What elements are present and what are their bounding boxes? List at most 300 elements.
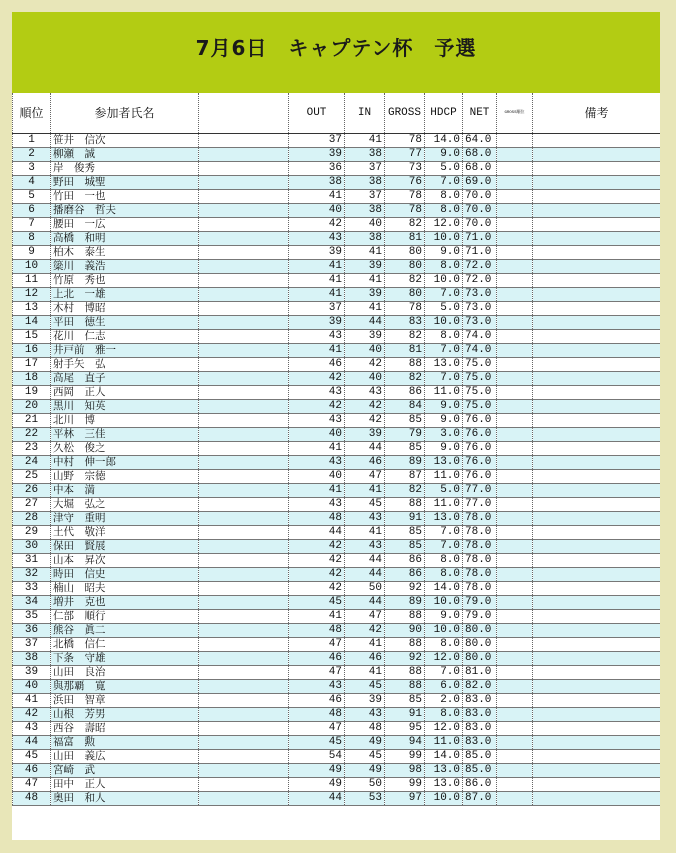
table-row: [13, 246, 661, 260]
player-name-cell: 増井 克也: [51, 596, 199, 610]
gross-score-cell: 81: [385, 344, 425, 358]
in-score-cell: 49: [345, 736, 385, 750]
gross-score-cell: 80: [385, 288, 425, 302]
header-gross: GROSS: [385, 93, 425, 134]
out-score-cell: 41: [289, 344, 345, 358]
gross-rank-cell: [497, 484, 533, 498]
gross-rank-cell: [497, 204, 533, 218]
hdcp-cell: 11.0: [425, 498, 463, 512]
results-sheet: [12, 12, 660, 840]
table-row: [13, 722, 661, 736]
out-score-cell: 41: [289, 260, 345, 274]
hdcp-cell: 9.0: [425, 246, 463, 260]
rank-cell: 48: [13, 792, 51, 806]
notes-cell: [533, 176, 661, 190]
rank-cell: 1: [13, 134, 51, 148]
gross-rank-cell: [497, 344, 533, 358]
results-body: [13, 134, 661, 806]
blank-cell: [199, 260, 289, 274]
player-name-cell: 奥田 和人: [51, 792, 199, 806]
rank-cell: 18: [13, 372, 51, 386]
gross-score-cell: 78: [385, 190, 425, 204]
out-score-cell: 41: [289, 274, 345, 288]
player-name-cell: 笹井 信次: [51, 134, 199, 148]
gross-score-cell: 91: [385, 512, 425, 526]
gross-rank-cell: [497, 134, 533, 148]
player-name-cell: 津守 重明: [51, 512, 199, 526]
gross-rank-cell: [497, 722, 533, 736]
notes-cell: [533, 750, 661, 764]
table-row: [13, 428, 661, 442]
gross-rank-cell: [497, 302, 533, 316]
table-row: [13, 526, 661, 540]
player-name-cell: 中本 満: [51, 484, 199, 498]
gross-rank-cell: [497, 708, 533, 722]
in-score-cell: 50: [345, 778, 385, 792]
player-name-cell: 宮崎 武: [51, 764, 199, 778]
gross-rank-cell: [497, 260, 533, 274]
gross-rank-cell: [497, 456, 533, 470]
hdcp-cell: 5.0: [425, 484, 463, 498]
blank-cell: [199, 386, 289, 400]
table-row: [13, 512, 661, 526]
notes-cell: [533, 680, 661, 694]
notes-cell: [533, 358, 661, 372]
out-score-cell: 49: [289, 778, 345, 792]
gross-score-cell: 92: [385, 652, 425, 666]
net-score-cell: 76.0: [463, 442, 497, 456]
blank-cell: [199, 582, 289, 596]
header-notes: 備考: [533, 93, 661, 134]
hdcp-cell: 10.0: [425, 792, 463, 806]
hdcp-cell: 3.0: [425, 428, 463, 442]
blank-cell: [199, 778, 289, 792]
net-score-cell: 78.0: [463, 512, 497, 526]
notes-cell: [533, 694, 661, 708]
gross-rank-cell: [497, 554, 533, 568]
blank-cell: [199, 750, 289, 764]
rank-cell: 25: [13, 470, 51, 484]
gross-score-cell: 98: [385, 764, 425, 778]
table-row: [13, 162, 661, 176]
notes-cell: [533, 400, 661, 414]
blank-cell: [199, 624, 289, 638]
blank-cell: [199, 232, 289, 246]
gross-score-cell: 82: [385, 330, 425, 344]
net-score-cell: 75.0: [463, 358, 497, 372]
table-row: [13, 596, 661, 610]
net-score-cell: 74.0: [463, 330, 497, 344]
table-row: [13, 134, 661, 148]
net-score-cell: 78.0: [463, 582, 497, 596]
rank-cell: 36: [13, 624, 51, 638]
notes-cell: [533, 190, 661, 204]
net-score-cell: 85.0: [463, 764, 497, 778]
out-score-cell: 42: [289, 582, 345, 596]
header-hdcp: HDCP: [425, 93, 463, 134]
rank-cell: 37: [13, 638, 51, 652]
hdcp-cell: 13.0: [425, 778, 463, 792]
player-name-cell: 山田 義広: [51, 750, 199, 764]
notes-cell: [533, 610, 661, 624]
player-name-cell: 下条 守雄: [51, 652, 199, 666]
notes-cell: [533, 428, 661, 442]
rank-cell: 34: [13, 596, 51, 610]
rank-cell: 8: [13, 232, 51, 246]
in-score-cell: 42: [345, 624, 385, 638]
gross-score-cell: 76: [385, 176, 425, 190]
in-score-cell: 43: [345, 708, 385, 722]
out-score-cell: 41: [289, 190, 345, 204]
out-score-cell: 47: [289, 638, 345, 652]
in-score-cell: 41: [345, 484, 385, 498]
gross-score-cell: 85: [385, 526, 425, 540]
player-name-cell: 簗川 義浩: [51, 260, 199, 274]
gross-rank-cell: [497, 372, 533, 386]
blank-cell: [199, 484, 289, 498]
rank-cell: 14: [13, 316, 51, 330]
player-name-cell: 北川 博: [51, 414, 199, 428]
hdcp-cell: 5.0: [425, 302, 463, 316]
notes-cell: [533, 568, 661, 582]
gross-score-cell: 82: [385, 484, 425, 498]
table-row: [13, 792, 661, 806]
table-row: [13, 582, 661, 596]
in-score-cell: 42: [345, 358, 385, 372]
gross-rank-cell: [497, 288, 533, 302]
blank-cell: [199, 456, 289, 470]
net-score-cell: 81.0: [463, 666, 497, 680]
out-score-cell: 41: [289, 442, 345, 456]
blank-cell: [199, 764, 289, 778]
hdcp-cell: 11.0: [425, 736, 463, 750]
notes-cell: [533, 372, 661, 386]
gross-rank-cell: [497, 414, 533, 428]
table-row: [13, 358, 661, 372]
notes-cell: [533, 316, 661, 330]
in-score-cell: 37: [345, 162, 385, 176]
out-score-cell: 43: [289, 498, 345, 512]
in-score-cell: 45: [345, 498, 385, 512]
rank-cell: 43: [13, 722, 51, 736]
net-score-cell: 68.0: [463, 148, 497, 162]
header-out: OUT: [289, 93, 345, 134]
notes-cell: [533, 596, 661, 610]
gross-score-cell: 77: [385, 148, 425, 162]
in-score-cell: 39: [345, 288, 385, 302]
table-row: [13, 610, 661, 624]
notes-cell: [533, 246, 661, 260]
player-name-cell: 竹田 一也: [51, 190, 199, 204]
net-score-cell: 73.0: [463, 302, 497, 316]
header-name: 参加者氏名: [51, 93, 199, 134]
in-score-cell: 40: [345, 218, 385, 232]
rank-cell: 38: [13, 652, 51, 666]
hdcp-cell: 8.0: [425, 330, 463, 344]
hdcp-cell: 7.0: [425, 526, 463, 540]
blank-cell: [199, 652, 289, 666]
blank-cell: [199, 344, 289, 358]
out-score-cell: 48: [289, 708, 345, 722]
gross-rank-cell: [497, 666, 533, 680]
out-score-cell: 41: [289, 610, 345, 624]
out-score-cell: 43: [289, 414, 345, 428]
hdcp-cell: 10.0: [425, 316, 463, 330]
header-blank: [199, 93, 289, 134]
in-score-cell: 39: [345, 260, 385, 274]
table-row: [13, 736, 661, 750]
table-row: [13, 568, 661, 582]
table-row: [13, 218, 661, 232]
notes-cell: [533, 652, 661, 666]
notes-cell: [533, 260, 661, 274]
gross-rank-cell: [497, 148, 533, 162]
blank-cell: [199, 162, 289, 176]
gross-score-cell: 90: [385, 624, 425, 638]
notes-cell: [533, 708, 661, 722]
player-name-cell: 田中 正人: [51, 778, 199, 792]
hdcp-cell: 8.0: [425, 190, 463, 204]
net-score-cell: 83.0: [463, 694, 497, 708]
gross-score-cell: 80: [385, 246, 425, 260]
rank-cell: 31: [13, 554, 51, 568]
gross-score-cell: 95: [385, 722, 425, 736]
hdcp-cell: 8.0: [425, 554, 463, 568]
notes-cell: [533, 456, 661, 470]
rank-cell: 28: [13, 512, 51, 526]
rank-cell: 9: [13, 246, 51, 260]
blank-cell: [199, 302, 289, 316]
table-row: [13, 484, 661, 498]
rank-cell: 12: [13, 288, 51, 302]
in-score-cell: 45: [345, 750, 385, 764]
out-score-cell: 39: [289, 246, 345, 260]
notes-cell: [533, 792, 661, 806]
out-score-cell: 41: [289, 288, 345, 302]
player-name-cell: 與那覇 寛: [51, 680, 199, 694]
gross-rank-cell: [497, 596, 533, 610]
player-name-cell: 土代 敬洋: [51, 526, 199, 540]
rank-cell: 20: [13, 400, 51, 414]
in-score-cell: 41: [345, 526, 385, 540]
out-score-cell: 46: [289, 358, 345, 372]
gross-rank-cell: [497, 652, 533, 666]
gross-score-cell: 86: [385, 386, 425, 400]
gross-score-cell: 85: [385, 540, 425, 554]
net-score-cell: 72.0: [463, 260, 497, 274]
player-name-cell: 大堀 弘之: [51, 498, 199, 512]
table-row: [13, 540, 661, 554]
player-name-cell: 中村 伸一郎: [51, 456, 199, 470]
hdcp-cell: 11.0: [425, 386, 463, 400]
gross-score-cell: 87: [385, 470, 425, 484]
in-score-cell: 39: [345, 694, 385, 708]
table-row: [13, 680, 661, 694]
out-score-cell: 48: [289, 624, 345, 638]
in-score-cell: 46: [345, 652, 385, 666]
player-name-cell: 上北 一雄: [51, 288, 199, 302]
player-name-cell: 播磨谷 哲夫: [51, 204, 199, 218]
gross-rank-cell: [497, 736, 533, 750]
gross-score-cell: 79: [385, 428, 425, 442]
net-score-cell: 77.0: [463, 498, 497, 512]
gross-score-cell: 89: [385, 596, 425, 610]
rank-cell: 45: [13, 750, 51, 764]
hdcp-cell: 8.0: [425, 260, 463, 274]
notes-cell: [533, 540, 661, 554]
player-name-cell: 腰田 一広: [51, 218, 199, 232]
table-row: [13, 778, 661, 792]
rank-cell: 21: [13, 414, 51, 428]
blank-cell: [199, 176, 289, 190]
hdcp-cell: 6.0: [425, 680, 463, 694]
gross-rank-cell: [497, 610, 533, 624]
out-score-cell: 48: [289, 512, 345, 526]
rank-cell: 47: [13, 778, 51, 792]
in-score-cell: 41: [345, 134, 385, 148]
hdcp-cell: 9.0: [425, 400, 463, 414]
rank-cell: 27: [13, 498, 51, 512]
gross-score-cell: 85: [385, 694, 425, 708]
gross-score-cell: 82: [385, 372, 425, 386]
player-name-cell: 竹原 秀也: [51, 274, 199, 288]
table-row: [13, 176, 661, 190]
rank-cell: 29: [13, 526, 51, 540]
table-row: [13, 470, 661, 484]
net-score-cell: 77.0: [463, 484, 497, 498]
out-score-cell: 42: [289, 372, 345, 386]
table-row: [13, 372, 661, 386]
notes-cell: [533, 330, 661, 344]
player-name-cell: 平田 徳生: [51, 316, 199, 330]
gross-score-cell: 81: [385, 232, 425, 246]
gross-rank-cell: [497, 176, 533, 190]
blank-cell: [199, 190, 289, 204]
notes-cell: [533, 736, 661, 750]
hdcp-cell: 13.0: [425, 358, 463, 372]
in-score-cell: 41: [345, 246, 385, 260]
net-score-cell: 83.0: [463, 736, 497, 750]
in-score-cell: 48: [345, 722, 385, 736]
net-score-cell: 75.0: [463, 400, 497, 414]
gross-rank-cell: [497, 358, 533, 372]
gross-rank-cell: [497, 442, 533, 456]
header-row: [13, 93, 661, 134]
rank-cell: 19: [13, 386, 51, 400]
net-score-cell: 71.0: [463, 246, 497, 260]
blank-cell: [199, 610, 289, 624]
out-score-cell: 47: [289, 666, 345, 680]
notes-cell: [533, 764, 661, 778]
net-score-cell: 78.0: [463, 554, 497, 568]
player-name-cell: 高橋 和明: [51, 232, 199, 246]
out-score-cell: 42: [289, 554, 345, 568]
player-name-cell: 時田 信史: [51, 568, 199, 582]
net-score-cell: 87.0: [463, 792, 497, 806]
notes-cell: [533, 302, 661, 316]
table-row: [13, 666, 661, 680]
table-row: [13, 400, 661, 414]
in-score-cell: 47: [345, 610, 385, 624]
player-name-cell: 花川 仁志: [51, 330, 199, 344]
gross-rank-cell: [497, 750, 533, 764]
hdcp-cell: 12.0: [425, 652, 463, 666]
in-score-cell: 44: [345, 554, 385, 568]
gross-rank-cell: [497, 232, 533, 246]
gross-score-cell: 82: [385, 218, 425, 232]
in-score-cell: 40: [345, 372, 385, 386]
gross-score-cell: 85: [385, 414, 425, 428]
notes-cell: [533, 778, 661, 792]
gross-score-cell: 94: [385, 736, 425, 750]
out-score-cell: 43: [289, 330, 345, 344]
net-score-cell: 78.0: [463, 540, 497, 554]
blank-cell: [199, 736, 289, 750]
notes-cell: [533, 274, 661, 288]
out-score-cell: 44: [289, 792, 345, 806]
player-name-cell: 山田 良治: [51, 666, 199, 680]
blank-cell: [199, 680, 289, 694]
net-score-cell: 80.0: [463, 624, 497, 638]
gross-score-cell: 99: [385, 778, 425, 792]
out-score-cell: 49: [289, 764, 345, 778]
table-row: [13, 260, 661, 274]
results-table: [12, 93, 660, 806]
gross-rank-cell: [497, 792, 533, 806]
net-score-cell: 75.0: [463, 386, 497, 400]
hdcp-cell: 8.0: [425, 708, 463, 722]
hdcp-cell: 7.0: [425, 288, 463, 302]
rank-cell: 4: [13, 176, 51, 190]
out-score-cell: 41: [289, 484, 345, 498]
notes-cell: [533, 232, 661, 246]
rank-cell: 11: [13, 274, 51, 288]
blank-cell: [199, 358, 289, 372]
gross-rank-cell: [497, 540, 533, 554]
in-score-cell: 44: [345, 316, 385, 330]
rank-cell: 17: [13, 358, 51, 372]
blank-cell: [199, 372, 289, 386]
net-score-cell: 85.0: [463, 750, 497, 764]
hdcp-cell: 9.0: [425, 442, 463, 456]
notes-cell: [533, 582, 661, 596]
gross-score-cell: 99: [385, 750, 425, 764]
header-in: IN: [345, 93, 385, 134]
player-name-cell: 山野 宗徳: [51, 470, 199, 484]
gross-rank-cell: [497, 218, 533, 232]
in-score-cell: 41: [345, 666, 385, 680]
notes-cell: [533, 666, 661, 680]
blank-cell: [199, 204, 289, 218]
table-row: [13, 344, 661, 358]
out-score-cell: 37: [289, 134, 345, 148]
blank-cell: [199, 540, 289, 554]
table-row: [13, 764, 661, 778]
rank-cell: 26: [13, 484, 51, 498]
in-score-cell: 43: [345, 540, 385, 554]
hdcp-cell: 7.0: [425, 176, 463, 190]
blank-cell: [199, 470, 289, 484]
net-score-cell: 71.0: [463, 232, 497, 246]
hdcp-cell: 13.0: [425, 512, 463, 526]
gross-rank-cell: [497, 526, 533, 540]
table-row: [13, 652, 661, 666]
player-name-cell: 平林 三佳: [51, 428, 199, 442]
blank-cell: [199, 288, 289, 302]
blank-cell: [199, 512, 289, 526]
net-score-cell: 64.0: [463, 134, 497, 148]
gross-rank-cell: [497, 162, 533, 176]
